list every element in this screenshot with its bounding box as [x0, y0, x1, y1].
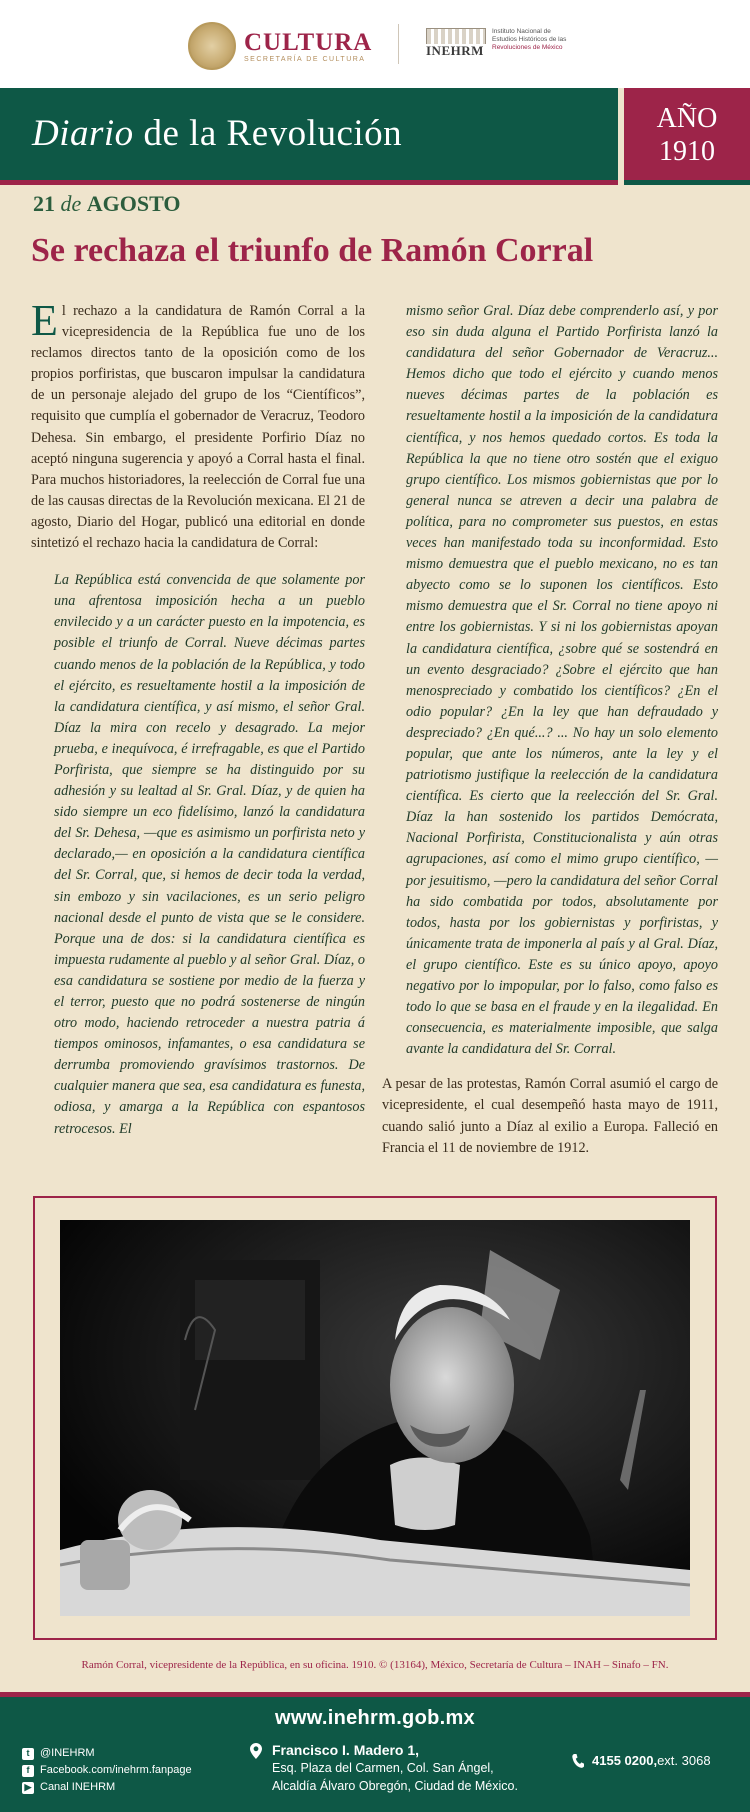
address-line: Alcaldía Álvaro Obregón, Ciudad de México.: [272, 1779, 518, 1793]
article-date: [33, 191, 181, 217]
inehrm-fullname: [492, 28, 572, 52]
address: [252, 1741, 518, 1795]
logo-band: [0, 0, 750, 88]
address-street: Francisco I. Madero 1,: [272, 1742, 420, 1758]
cultura-subtitle: SECRETARÍA DE CULTURA: [244, 55, 366, 63]
building-icon: [426, 28, 486, 44]
twitter-icon: t: [22, 1748, 34, 1760]
headline: Se rechaza el triunfo de Ramón Corral: [31, 232, 594, 269]
phone-extension: ext. 3068: [657, 1753, 711, 1768]
social-youtube[interactable]: [22, 1779, 192, 1796]
intro-text: l rechazo a la candidatura de Ramón Corral a la vicepresidencia de la República fue uno de los reclamos directos tanto de la oposición como de los propios porfiristas, que buscaron impulsar la candidatura de un personaje alejado del grupo de los “Científicos”, requisito que cumplía el gobernador de Veracruz, Teodoro Dehesa. Sin embargo, el presidente Porfirio Díaz no aceptó ninguna sugerencia y apoyó a Corral hasta el final. Para muchos historiadores, la reelección de Corral fue una de las causas directas de la Revolución mexicana. El 21 de agosto, Diario del Hogar, publicó una editorial en donde sintetizó el rechazo hacia la candidatura de Corral:: [31, 303, 365, 552]
facebook-icon: f: [22, 1765, 34, 1777]
quote-paragraph: La República está convencida de que solamente por una afrentosa imposición hecha a un pueblo envilecido y a un carácter puesto en la impotencia, es posible el triunfo de Corral. Nueve décimas partes cuando menos de la población de la República, y todo el ejército, es resueltamente hostil a la imposición de la candidatura científica, y así mismo, el señor Gral. Díaz la mira con recelo y desagrado. La mejor prueba, e inequívoca, é irrefragable, es que el Partido Porfirista, que siempre se ha distinguido por su adhesión y su lealtad al Sr. Gral. Díaz, y de quien ha sido siempre un eco fidelísimo, lanzó la candidatura del Sr. Dehesa, —que es asimismo un porfirista neto y declarado,— en oposición a la candidatura científica del Sr. Corral, que, si hemos de decir toda la verdad, sin embozo y sin vacilaciones, es un serio peligro nacional desde el punto de vista que se le considere. Porque una de dos: si la candidatura científica es impuesta rudamente al pueblo y al señor Gral. Díaz, o esa candidatura se sostiene por medio de la fuerza y el terror, puesto que no podrá sostenerse de ningún otro modo, haciendo retroceder a nuestra patria á tiempos ominosos, infamantes, o esa candidatura se derrumba promoviendo gravísimos trastornos. De cualquier manera que sea, esa candidatura es funesta, odiosa, y amarga a la República con espantosos retrocesos. El: [54, 572, 365, 1137]
date-connector: de: [55, 191, 87, 216]
facebook-url: Facebook.com/inehrm.fanpage: [40, 1764, 192, 1776]
title-italic: Diario: [32, 113, 134, 154]
social-facebook[interactable]: [22, 1762, 192, 1779]
youtube-channel: Canal INEHRM: [40, 1781, 116, 1793]
intro-paragraph: [31, 296, 365, 554]
social-twitter[interactable]: [22, 1745, 192, 1762]
ramon-corral-portrait-image: [60, 1220, 690, 1616]
mexico-seal-icon: [188, 22, 236, 70]
year-value: 1910: [659, 136, 715, 167]
phone-contact[interactable]: [572, 1753, 711, 1768]
quote-continuation: mismo señor Gral. Díaz debe comprenderlo así, y por eso sin duda alguna el Partido Porfirista lanzó la candidatura del señor Gobernador de Veracruz... Hemos dicho que todo el ejército y cuando menos nueves décimas partes de la población es resueltamente hostil a la imposición de la candidatura científica, y nos hemos quedado cortos. Es toda la República la que no tiene otro sostén que el exiguo grupo científico. Los mismos gobiernistas que por lo general nunca se atreven a decir una palabra de política, para no comprometer sus puestos, en estas veces han manifestado toda su inconformidad. Esto mismo demuestra que el pueblo mexicano, no es tan abyecto como se lo suponen los científicos. Esto mismo demuestra que el Sr. Corral no tiene apoyo ni entre los gobiernistas. Y si ni los gobiernistas apoyan la candidatura científica, ¿sobre qué se sostendrá en un evento desgraciado? ¿Sobre el ejército que han menospreciado y combatido los científicos? ¿En el odio popular? ¿En la ley que han defraudado y despreciado? ¿En qué...? ... No hay un solo elemento popular, que ante los números, ante la ley y el patriotismo justifique la reelección de la candidatura científica. Es cierto que la reelección del Sr. Gral. Díaz la han sostenido los partidos Demócrata, Nacional Porfirista, Constitucionalista y aún otras agrupaciones, así como el mimo grupo científico, —por jesuitismo, —pero la candidatura del señor Corral ha sido combatida por todos, absolutamente por todos, hasta por los gobiernistas y porfiristas, y únicamente trata de imponerla al país y al Gral. Díaz, el grupo científico. Este es su único apoyo, apoyo negativo por lo impopular, por lo falso, como falso es todo lo que se basa en el fraude y en la ilegalidad. En consecuencia, es materialmente imposible, que salga avante la candidatura del Sr. Corral.: [406, 303, 718, 1058]
logo-divider: [398, 24, 399, 64]
photo-caption: Ramón Corral, vicepresidente de la República, en su oficina. 1910. © (13164), México, Secretaría de Cultura – INAH – Sinafo – FN.: [81, 1659, 669, 1671]
header-stripe: [0, 180, 618, 185]
social-links: [22, 1745, 192, 1796]
title-rest: de la Revolución: [133, 113, 403, 154]
drop-cap: E: [31, 296, 58, 345]
article-column-left: [31, 296, 365, 1140]
inehrm-line: Estudios Históricos de las: [492, 36, 567, 43]
article-column-right: [382, 301, 718, 1159]
footer: [0, 1697, 750, 1812]
inehrm-logo: [426, 28, 572, 58]
page-title: [32, 112, 402, 155]
date-day: 21: [33, 191, 55, 216]
date-month: AGOSTO: [86, 191, 181, 216]
inehrm-line: Instituto Nacional de: [492, 28, 551, 35]
phone-icon: [572, 1754, 584, 1768]
inehrm-line: Revoluciones de México: [492, 44, 563, 51]
historical-photo: [60, 1220, 690, 1616]
inehrm-wordmark: INEHRM: [426, 43, 484, 58]
cultura-title: CULTURA: [244, 28, 373, 56]
youtube-icon: ▶: [22, 1782, 34, 1794]
address-line: Esq. Plaza del Carmen, Col. San Ángel,: [272, 1761, 494, 1775]
cultura-logo: [188, 22, 372, 70]
phone-number: 4155 0200,: [592, 1753, 658, 1768]
year-stripe: [624, 180, 750, 185]
year-box: [624, 88, 750, 180]
closing-paragraph: A pesar de las protestas, Ramón Corral asumió el cargo de vicepresidente, el cual desempeñó hasta mayo de 1911, cuando salió junto a Díaz al exilio a Europa. Falleció en Francia el 11 de noviembre de 1912.: [382, 1076, 718, 1156]
year-label: AÑO: [656, 103, 718, 134]
twitter-handle: @INEHRM: [40, 1747, 95, 1759]
website-link[interactable]: www.inehrm.gob.mx: [275, 1707, 475, 1729]
